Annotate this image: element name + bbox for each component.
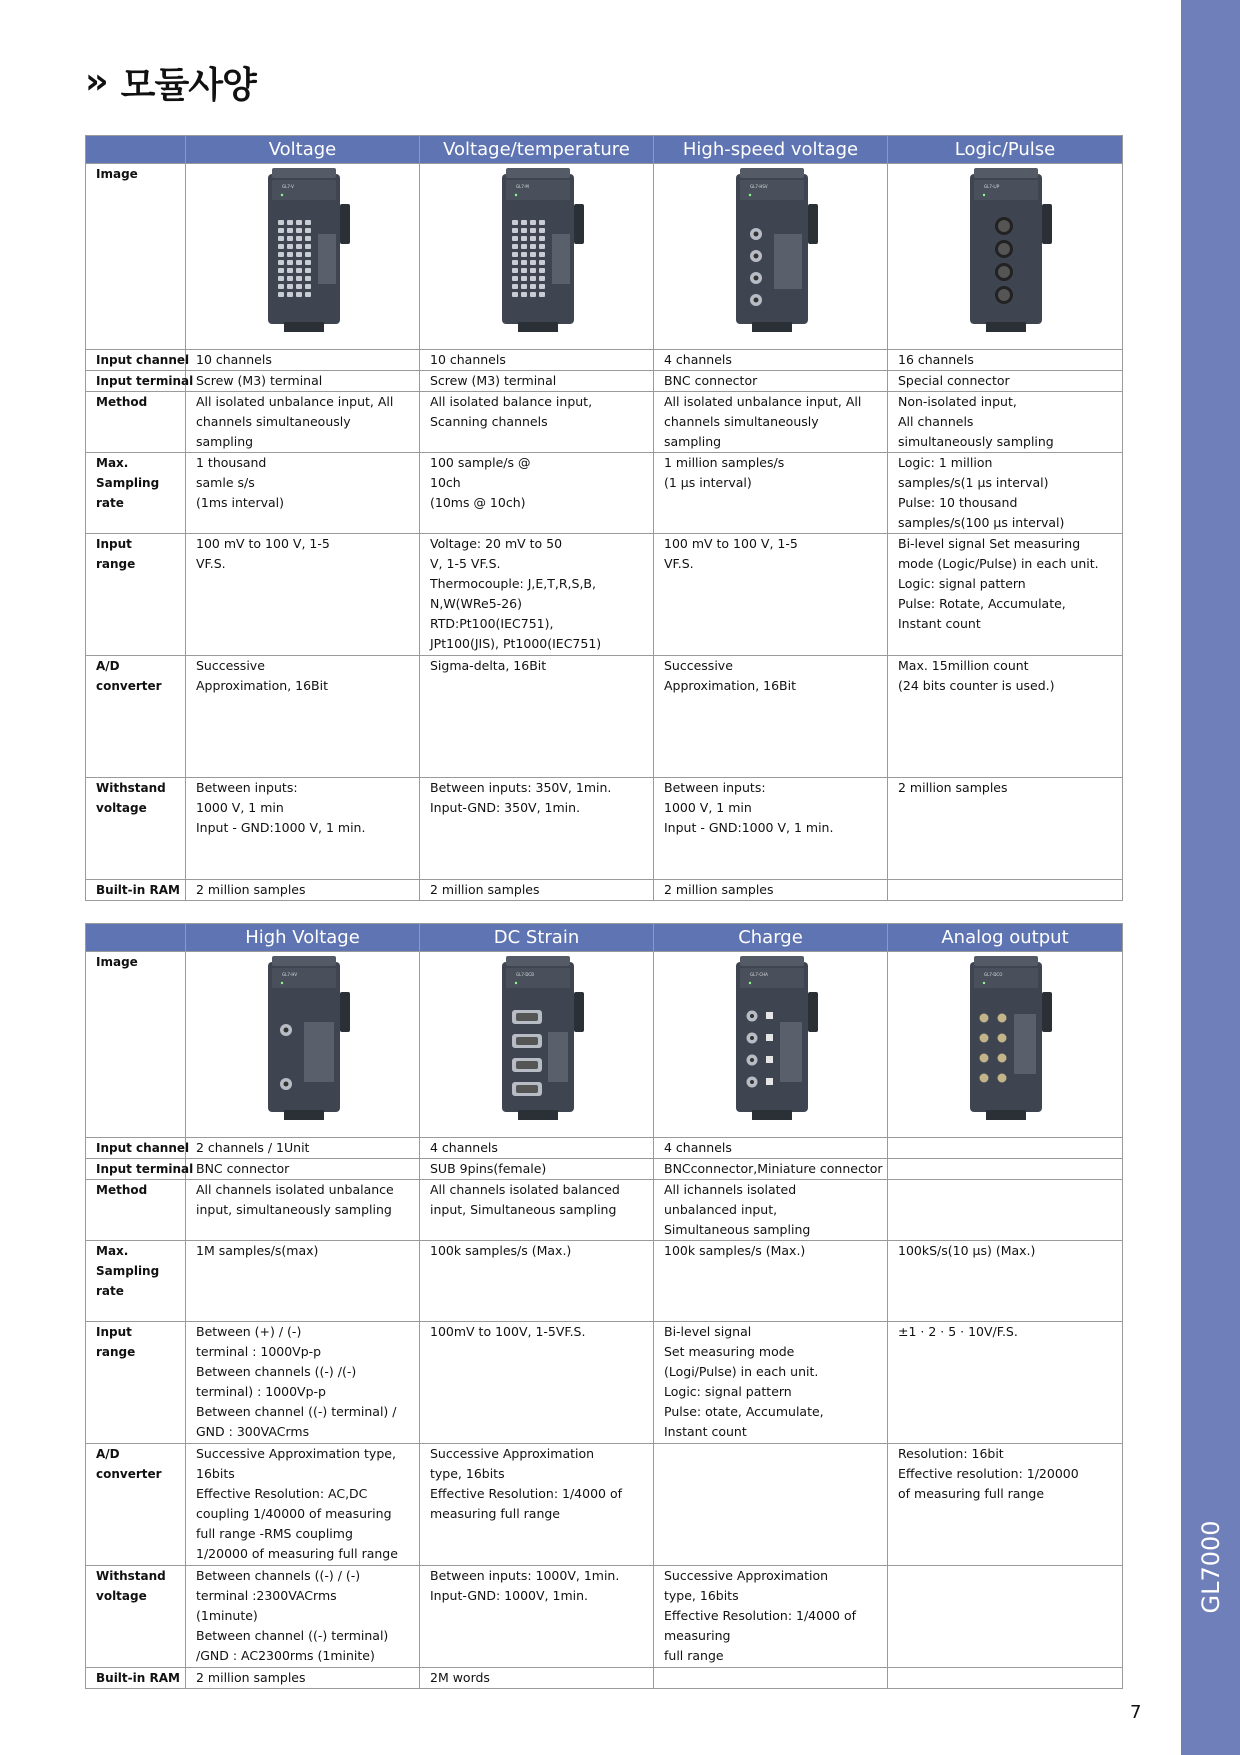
table-cell: [654, 1159, 888, 1180]
cell-line: measuring full range: [430, 1506, 560, 1521]
cell-line: simultaneously sampling: [898, 434, 1054, 449]
page-title: 모듈사양: [120, 64, 256, 106]
cell-line: terminal) : 1000Vp-p: [196, 1384, 326, 1399]
row-label: [86, 656, 186, 778]
table-row: [86, 1444, 1123, 1566]
row-label: [86, 1444, 186, 1566]
table-cell: [186, 371, 420, 392]
module-image: [258, 164, 358, 334]
table-cell: [888, 453, 1123, 534]
row-label-line: Method: [96, 1183, 148, 1197]
table-cell: [186, 1444, 420, 1566]
cell-line: 1 thousand: [196, 455, 267, 470]
table-cell: [420, 1138, 654, 1159]
cell-line: Special connector: [898, 373, 1010, 388]
table-cell: [420, 1566, 654, 1668]
table-cell: [888, 1159, 1123, 1180]
table-row: [86, 1159, 1123, 1180]
svg-text:GL7-DCO: GL7-DCO: [984, 972, 1003, 977]
cell-line: Successive Approximation: [430, 1446, 595, 1461]
table-cell: [888, 1180, 1123, 1241]
table-cell: [186, 1159, 420, 1180]
svg-text:GL7-L/P: GL7-L/P: [984, 184, 1000, 189]
table-cell: [186, 778, 420, 880]
cell-line: mode (Logic/Pulse) in each unit.: [898, 556, 1099, 571]
cell-line: Effective Resolution: AC,DC: [196, 1486, 368, 1501]
cell-line: 100 mV to 100 V, 1-5: [664, 536, 798, 551]
cell-line: 2 channels / 1Unit: [196, 1140, 310, 1155]
cell-line: (Logi/Pulse) in each unit.: [664, 1364, 819, 1379]
table-cell: [888, 1322, 1123, 1444]
cell-line: Between inputs: 350V, 1min.: [430, 780, 612, 795]
cell-line: Sigma-delta, 16Bit: [430, 658, 547, 673]
table-row: [86, 453, 1123, 534]
table-cell: [186, 1138, 420, 1159]
row-label-line: Sampling: [96, 476, 160, 490]
cell-line: Between inputs:: [664, 780, 766, 795]
table-cell: [420, 350, 654, 371]
table-cell: [420, 371, 654, 392]
module-image-cell: [186, 164, 420, 350]
table-cell: [888, 880, 1123, 901]
row-label-line: Input channel: [96, 1141, 190, 1155]
row-label: [86, 1180, 186, 1241]
module-image-cell: [420, 952, 654, 1138]
module-image-cell: [654, 952, 888, 1138]
table-cell: [654, 1180, 888, 1241]
table-row: [86, 1138, 1123, 1159]
cell-line: All isolated unbalance input, All: [196, 394, 394, 409]
table-cell: [420, 1159, 654, 1180]
sidebar-product-label: [1181, 1522, 1240, 1612]
row-label-line: Input terminal: [96, 374, 194, 388]
table-cell: [420, 880, 654, 901]
module-image-cell: [888, 164, 1123, 350]
cell-line: Between (+) / (-): [196, 1324, 302, 1339]
cell-line: 2M words: [430, 1670, 490, 1685]
table-cell: [186, 1322, 420, 1444]
cell-line: full range: [664, 1648, 724, 1663]
table-cell: [654, 656, 888, 778]
svg-text:GL7-M: GL7-M: [515, 184, 529, 189]
cell-line: 1/20000 of measuring full range: [196, 1546, 398, 1561]
column-header: Charge: [654, 924, 888, 952]
table-header-row: [86, 924, 1123, 952]
cell-line: 16bits: [196, 1466, 235, 1481]
cell-line: Pulse: 10 thousand: [898, 495, 1018, 510]
row-label: [86, 1322, 186, 1444]
cell-line: BNCconnector,Miniature connector: [664, 1161, 883, 1176]
cell-line: ±1 · 2 · 5 · 10V/F.S.: [898, 1324, 1018, 1339]
cell-line: 1000 V, 1 min: [196, 800, 284, 815]
table-row: [86, 880, 1123, 901]
table-cell: [186, 1180, 420, 1241]
column-header: High-speed voltage: [654, 136, 888, 164]
cell-line: type, 16bits: [664, 1588, 739, 1603]
table-cell: [888, 1668, 1123, 1689]
cell-line: samples/s(100 µs interval): [898, 515, 1065, 530]
cell-line: All ichannels isolated: [664, 1182, 797, 1197]
cell-line: Logic: signal pattern: [664, 1384, 792, 1399]
table-cell: [888, 350, 1123, 371]
cell-line: GND : 300VACrms: [196, 1424, 310, 1439]
row-label-line: converter: [96, 1467, 162, 1481]
module-image-cell: [888, 952, 1123, 1138]
column-header: Logic/Pulse: [888, 136, 1123, 164]
cell-line: channels simultaneously: [664, 414, 819, 429]
module-image-cell: [654, 164, 888, 350]
row-label: [86, 1159, 194, 1180]
cell-line: All channels isolated balanced: [430, 1182, 620, 1197]
table-cell: [186, 880, 420, 901]
cell-line: Voltage: 20 mV to 50: [430, 536, 563, 551]
table-cell: [420, 453, 654, 534]
table-row: [86, 350, 1123, 371]
header-corner: [86, 136, 186, 164]
table-cell: [420, 1444, 654, 1566]
table-cell: [888, 1138, 1123, 1159]
row-label-line: Input: [96, 537, 132, 551]
table-cell: [420, 1241, 654, 1322]
cell-line: Successive: [664, 658, 733, 673]
table-cell: [888, 371, 1123, 392]
cell-line: samples/s(1 µs interval): [898, 475, 1049, 490]
table-cell: [420, 1322, 654, 1444]
chevron-double-right-icon: ››: [85, 61, 103, 102]
cell-line: (1 µs interval): [664, 475, 752, 490]
table-cell: [654, 453, 888, 534]
table-cell: [888, 1444, 1123, 1566]
table-cell: [888, 1566, 1123, 1668]
spec-table-1: [85, 135, 1123, 901]
cell-line: All channels: [898, 414, 974, 429]
svg-text:GL7-DCB: GL7-DCB: [515, 972, 534, 977]
cell-line: 100 sample/s @: [430, 455, 531, 470]
table-cell: [654, 1566, 888, 1668]
cell-line: 4 channels: [664, 1140, 732, 1155]
cell-line: 16 channels: [898, 352, 974, 367]
cell-line: sampling: [664, 434, 722, 449]
svg-text:GL7-HSV: GL7-HSV: [749, 184, 768, 189]
table-cell: [420, 656, 654, 778]
row-label-line: Withstand: [96, 781, 166, 795]
cell-line: full range -RMS couplimg: [196, 1526, 353, 1541]
table-cell: [186, 1566, 420, 1668]
table-cell: [888, 392, 1123, 453]
cell-line: Simultaneous sampling: [664, 1222, 811, 1237]
row-label-line: Input: [96, 1325, 132, 1339]
table-row: [86, 1668, 1123, 1689]
table-cell: [420, 392, 654, 453]
table-row: [86, 371, 1123, 392]
table-cell: [654, 534, 888, 656]
table-cell: [420, 1668, 654, 1689]
table-cell: [888, 656, 1123, 778]
cell-line: Logic: signal pattern: [898, 576, 1026, 591]
table-cell: [654, 880, 888, 901]
cell-line: Pulse: otate, Accumulate,: [664, 1404, 824, 1419]
table-cell: [888, 1241, 1123, 1322]
cell-line: Instant count: [664, 1424, 747, 1439]
cell-line: SUB 9pins(female): [430, 1161, 547, 1176]
table-cell: [654, 1322, 888, 1444]
row-label-line: voltage: [96, 1589, 147, 1603]
module-image: [960, 952, 1060, 1122]
cell-line: Screw (M3) terminal: [196, 373, 323, 388]
cell-line: (1ms interval): [196, 495, 285, 510]
cell-line: Between channels ((-) / (-): [196, 1568, 361, 1583]
cell-line: input, simultaneously sampling: [196, 1202, 392, 1217]
cell-line: Input-GND: 1000V, 1min.: [430, 1588, 588, 1603]
row-label-line: Withstand: [96, 1569, 166, 1583]
cell-line: Max. 15million count: [898, 658, 1029, 673]
module-image: [726, 164, 826, 334]
cell-line: VF.S.: [196, 556, 226, 571]
cell-line: 10 channels: [430, 352, 506, 367]
cell-line: Between channel ((-) terminal) /: [196, 1404, 397, 1419]
cell-line: Pulse: Rotate, Accumulate,: [898, 596, 1066, 611]
cell-line: 10 channels: [196, 352, 272, 367]
cell-line: 100k samples/s (Max.): [430, 1243, 572, 1258]
table-row: [86, 778, 1123, 880]
module-image: [258, 952, 358, 1122]
cell-line: (1minute): [196, 1608, 258, 1623]
cell-line: Instant count: [898, 616, 981, 631]
cell-line: 4 channels: [430, 1140, 498, 1155]
cell-line: unbalanced input,: [664, 1202, 778, 1217]
cell-line: Between inputs: 1000V, 1min.: [430, 1568, 620, 1583]
table-cell: [888, 534, 1123, 656]
table-header-row: [86, 136, 1123, 164]
svg-text:GL7-V: GL7-V: [281, 184, 294, 189]
row-label: Image: [86, 164, 186, 350]
cell-line: 1M samples/s(max): [196, 1243, 319, 1258]
cell-line: Effective Resolution: 1/4000 of: [664, 1608, 857, 1623]
row-label-line: rate: [96, 1284, 124, 1298]
table-cell: [654, 1444, 888, 1566]
module-image: [960, 164, 1060, 334]
row-label-line: Built-in RAM: [96, 1671, 180, 1685]
table-cell: [654, 350, 888, 371]
cell-line: Between channel ((-) terminal): [196, 1628, 389, 1643]
table-cell: [420, 534, 654, 656]
cell-line: /GND : AC2300rms (1minite): [196, 1648, 375, 1663]
column-header: High Voltage: [186, 924, 420, 952]
row-label: [86, 778, 186, 880]
cell-line: RTD:Pt100(IEC751),: [430, 616, 554, 631]
cell-line: type, 16bits: [430, 1466, 505, 1481]
cell-line: N,W(WRe5-26): [430, 596, 522, 611]
row-label-line: A/D: [96, 1447, 120, 1461]
page-heading: [85, 58, 256, 106]
table-cell: [654, 778, 888, 880]
sidebar-product-text: GL7000: [1196, 1520, 1225, 1614]
table-cell: [420, 1180, 654, 1241]
table-row: [86, 534, 1123, 656]
cell-line: Approximation, 16Bit: [664, 678, 797, 693]
cell-line: 2 million samples: [196, 1670, 306, 1685]
image-row: [86, 164, 1123, 350]
cell-line: Scanning channels: [430, 414, 548, 429]
cell-line: All isolated balance input,: [430, 394, 593, 409]
row-label-line: rate: [96, 496, 124, 510]
row-label: [86, 880, 186, 901]
cell-line: sampling: [196, 434, 254, 449]
image-row: [86, 952, 1123, 1138]
row-label: [86, 371, 194, 392]
cell-line: VF.S.: [664, 556, 694, 571]
row-label-line: A/D: [96, 659, 120, 673]
column-header: Voltage: [186, 136, 420, 164]
module-image: [492, 952, 592, 1122]
cell-line: Bi-level signal Set measuring: [898, 536, 1081, 551]
row-label: [86, 392, 186, 453]
cell-line: Input-GND: 350V, 1min.: [430, 800, 581, 815]
cell-line: Bi-level signal: [664, 1324, 752, 1339]
cell-line: Non-isolated input,: [898, 394, 1017, 409]
page-number: 7: [1130, 1702, 1142, 1723]
cell-line: of measuring full range: [898, 1486, 1045, 1501]
cell-line: terminal : 1000Vp-p: [196, 1344, 322, 1359]
cell-line: samle s/s: [196, 475, 255, 490]
cell-line: terminal :2300VACrms: [196, 1588, 337, 1603]
row-label-line: range: [96, 1345, 136, 1359]
spec-table-2: [85, 923, 1123, 1689]
cell-line: 2 million samples: [664, 882, 774, 897]
table-cell: [186, 1241, 420, 1322]
cell-line: 100k samples/s (Max.): [664, 1243, 806, 1258]
column-header: Voltage/temperature: [420, 136, 654, 164]
cell-line: 1000 V, 1 min: [664, 800, 752, 815]
row-label-line: converter: [96, 679, 162, 693]
cell-line: 2 million samples: [898, 780, 1008, 795]
cell-line: 2 million samples: [196, 882, 306, 897]
table-cell: [186, 453, 420, 534]
row-label-line: range: [96, 557, 136, 571]
row-label-line: Input terminal: [96, 1162, 194, 1176]
cell-line: 100mV to 100V, 1-5VF.S.: [430, 1324, 586, 1339]
module-image-cell: [186, 952, 420, 1138]
row-label-line: Max.: [96, 1244, 129, 1258]
table-cell: [654, 371, 888, 392]
cell-line: Between inputs:: [196, 780, 298, 795]
cell-line: Resolution: 16bit: [898, 1446, 1004, 1461]
row-label-line: Method: [96, 395, 148, 409]
header-corner: [86, 924, 186, 952]
table-cell: [654, 1241, 888, 1322]
cell-line: BNC connector: [664, 373, 758, 388]
cell-line: Input - GND:1000 V, 1 min.: [196, 820, 366, 835]
column-header: DC Strain: [420, 924, 654, 952]
table-cell: [654, 392, 888, 453]
table-cell: [654, 1138, 888, 1159]
cell-line: Set measuring mode: [664, 1344, 795, 1359]
row-label: [86, 1668, 186, 1689]
cell-line: Screw (M3) terminal: [430, 373, 557, 388]
row-label: [86, 534, 186, 656]
module-image: [726, 952, 826, 1122]
cell-line: (10ms @ 10ch): [430, 495, 526, 510]
cell-line: measuring: [664, 1628, 731, 1643]
cell-line: JPt100(JIS), Pt1000(IEC751): [430, 636, 602, 651]
table-cell: [186, 350, 420, 371]
row-label: [86, 1241, 186, 1322]
cell-line: Successive Approximation: [664, 1568, 829, 1583]
table-cell: [888, 778, 1123, 880]
cell-line: Effective resolution: 1/20000: [898, 1466, 1079, 1481]
cell-line: Input - GND:1000 V, 1 min.: [664, 820, 834, 835]
cell-line: 100kS/s(10 µs) (Max.): [898, 1243, 1036, 1258]
cell-line: Between channels ((-) /(-): [196, 1364, 357, 1379]
cell-line: V, 1-5 VF.S.: [430, 556, 501, 571]
table-cell: [186, 534, 420, 656]
cell-line: 2 million samples: [430, 882, 540, 897]
row-label: [86, 1566, 186, 1668]
table-row: [86, 392, 1123, 453]
table-row: [86, 1180, 1123, 1241]
table-cell: [420, 778, 654, 880]
cell-line: Logic: 1 million: [898, 455, 993, 470]
cell-line: All channels isolated unbalance: [196, 1182, 394, 1197]
svg-text:GL7-CHA: GL7-CHA: [749, 972, 768, 977]
table-cell: [186, 656, 420, 778]
sidebar-band: [1181, 0, 1240, 1755]
cell-line: Successive Approximation type,: [196, 1446, 396, 1461]
column-header: Analog output: [888, 924, 1123, 952]
row-label-line: Built-in RAM: [96, 883, 180, 897]
cell-line: 10ch: [430, 475, 461, 490]
cell-line: 100 mV to 100 V, 1-5: [196, 536, 330, 551]
row-label: [86, 453, 186, 534]
row-label-line: voltage: [96, 801, 147, 815]
svg-text:GL7-HV: GL7-HV: [281, 972, 297, 977]
cell-line: Successive: [196, 658, 265, 673]
module-image: [492, 164, 592, 334]
row-label-line: Max.: [96, 456, 129, 470]
cell-line: 1 million samples/s: [664, 455, 785, 470]
table-cell: [186, 1668, 420, 1689]
row-label-line: Sampling: [96, 1264, 160, 1278]
table-row: [86, 1566, 1123, 1668]
table-cell: [654, 1668, 888, 1689]
table-row: [86, 1322, 1123, 1444]
cell-line: Approximation, 16Bit: [196, 678, 329, 693]
cell-line: BNC connector: [196, 1161, 290, 1176]
table-row: [86, 1241, 1123, 1322]
table-cell: [186, 392, 420, 453]
cell-line: (24 bits counter is used.): [898, 678, 1055, 693]
cell-line: Effective Resolution: 1/4000 of: [430, 1486, 623, 1501]
row-label: Image: [86, 952, 186, 1138]
row-label: [86, 350, 190, 371]
cell-line: Thermocouple: J,E,T,R,S,B,: [430, 576, 596, 591]
cell-line: All isolated unbalance input, All: [664, 394, 862, 409]
cell-line: input, Simultaneous sampling: [430, 1202, 617, 1217]
cell-line: coupling 1/40000 of measuring: [196, 1506, 392, 1521]
module-image-cell: [420, 164, 654, 350]
row-label-line: Input channel: [96, 353, 190, 367]
table-row: [86, 656, 1123, 778]
cell-line: channels simultaneously: [196, 414, 351, 429]
cell-line: 4 channels: [664, 352, 732, 367]
row-label: [86, 1138, 190, 1159]
